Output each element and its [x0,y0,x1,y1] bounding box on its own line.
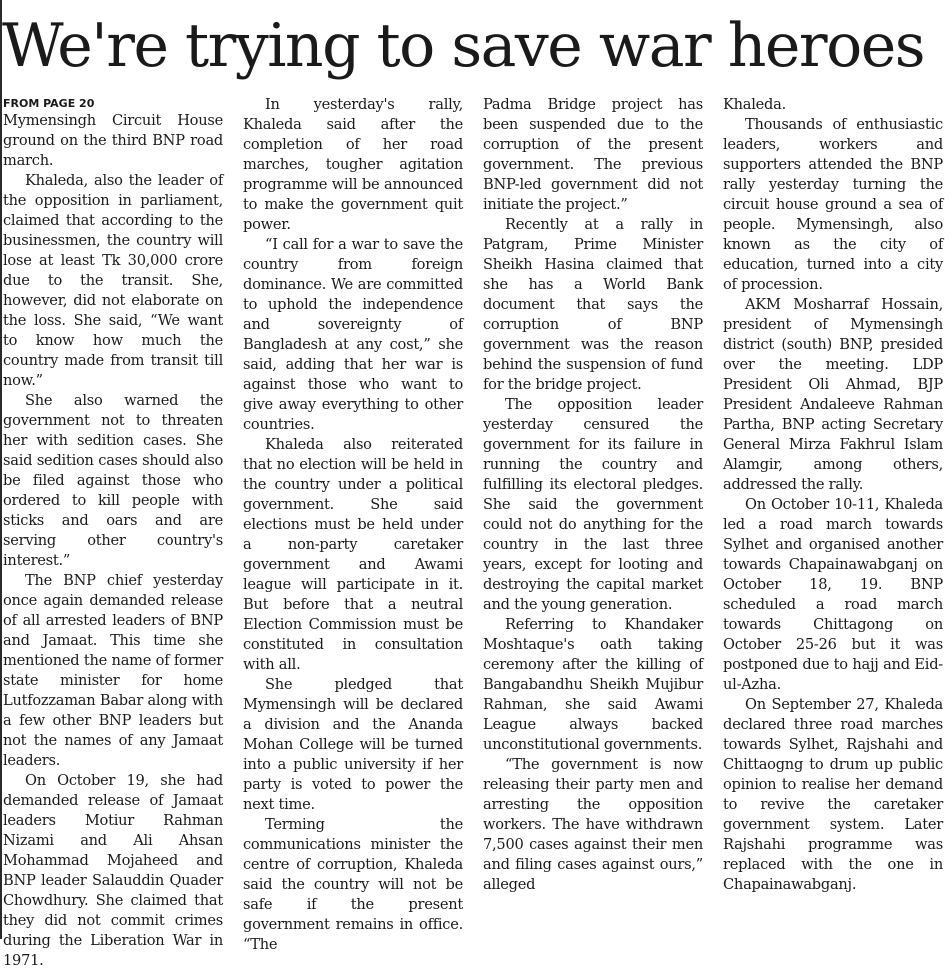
paragraph: Terming the communications minister the centre of corruption, Khaleda said the country will not be safe if the present government remains in office. “The [243,816,463,953]
paragraph: The BNP chief yesterday once again demanded release of all arrested leaders of BNP and Jamaat. This time she mentioned the name of former state minister for home Lutfozzaman Babar along with a few other BNP leaders but not the names of any Jamaat leaders. [3,572,223,769]
paragraph: Mymensingh Circuit House ground on the third BNP road march. [3,112,223,169]
article-column-4 [723,95,943,937]
article-column-1 [3,95,223,969]
paragraph: AKM Mosharraf Hossain, president of Mymensingh district (south) BNP, presided over the meeting. LDP President Oli Ahmad, BJP President Andaleeve Rahman Partha, BNP acting Secretary General Mirza Fakhrul Islam Alamgir, among others, addressed the rally. [723,296,943,493]
article-column-3 [483,95,703,937]
paragraph: On October 10-11, Khaleda led a road march towards Sylhet and organised another towards Chapainawabganj on October 18, 19. BNP scheduled a road march towards Chittagong on October 25-26 but it was postponed due to hajj and Eid-ul-Azha. [723,496,943,693]
paragraph: Khaleda, also the leader of the opposition in parliament, claimed that according to the businessmen, the country will lose at least Tk 30,000 crore due to the transit. She, however, did not elaborate on the loss. She said, “We want to know how much the country made from transit till now.” [3,172,223,389]
paragraph: Recently at a rally in Patgram, Prime Minister Sheikh Hasina claimed that she has a World Bank document that says the corruption of BNP government was the reason behind the suspension of fund for the bridge project. [483,216,703,393]
headline: We're trying to save war heroes [2,11,925,81]
article-column-2 [243,95,463,953]
paragraph: Khaleda. [723,96,786,113]
paragraph: “I call for a war to save the country from foreign dominance. We are committed to uphold the independence and sovereignty of Bangladesh at any cost,” she said, adding that her war is against those who want to give away everything to other countries. [243,236,463,433]
left-column-rule [0,0,2,939]
continuation-label: FROM PAGE 20 [3,97,95,110]
paragraph: Padma Bridge project has been suspended due to the corruption of the present government. The previous BNP-led government did not initiate the project.” [483,96,703,213]
paragraph: “The government is now releasing their party men and arresting the opposition workers. The have withdrawn 7,500 cases against their men and filing cases against ours,” alleged [483,756,703,893]
paragraph: Referring to Khandaker Moshtaque's oath taking ceremony after the killing of Bangabandhu Sheikh Mujibur Rahman, she said Awami League always backed unconstitutional governments. [483,616,703,753]
paragraph: The opposition leader yesterday censured the government for its failure in running the country and fulfilling its electoral pledges. She said the government could not do anything for the country in the last three years, except for looting and destroying the capital market and the young generation. [483,396,703,613]
paragraph: She pledged that Mymensingh will be declared a division and the Ananda Mohan College will be turned into a public university if her party is voted to power the next time. [243,676,463,813]
paragraph: She also warned the government not to threaten her with sedition cases. She said sedition cases should also be filed against those who ordered to kill people with sticks and oars and are serving other country's interest.” [3,392,223,569]
paragraph: On September 27, Khaleda declared three road marches towards Sylhet, Rajshahi and Chittaogng to drum up public opinion to realise her demand to revive the caretaker government system. Later Rajshahi programme was replaced with the one in Chapainawabganj. [723,696,943,893]
paragraph: Thousands of enthusiastic leaders, workers and supporters attended the BNP rally yesterday turning the circuit house ground a sea of people. Mymensingh, also known as the city of education, turned into a city of procession. [723,116,943,293]
paragraph: In yesterday's rally, Khaleda said after the completion of her road marches, tougher agitation programme will be announced to make the government quit power. [243,96,463,233]
paragraph: Khaleda also reiterated that no election will be held in the country under a political government. She said elections must be held under a non-party caretaker government and Awami league will participate in it. But before that a neutral Election Commission must be constituted in consultation with all. [243,436,463,673]
paragraph: On October 19, she had demanded release of Jamaat leaders Motiur Rahman Nizami and Ali Ahsan Mohammad Mojaheed and BNP leader Salauddin Quader Chowdhury. She claimed that they did not commit crimes during the Liberation War in 1971. [3,772,223,969]
